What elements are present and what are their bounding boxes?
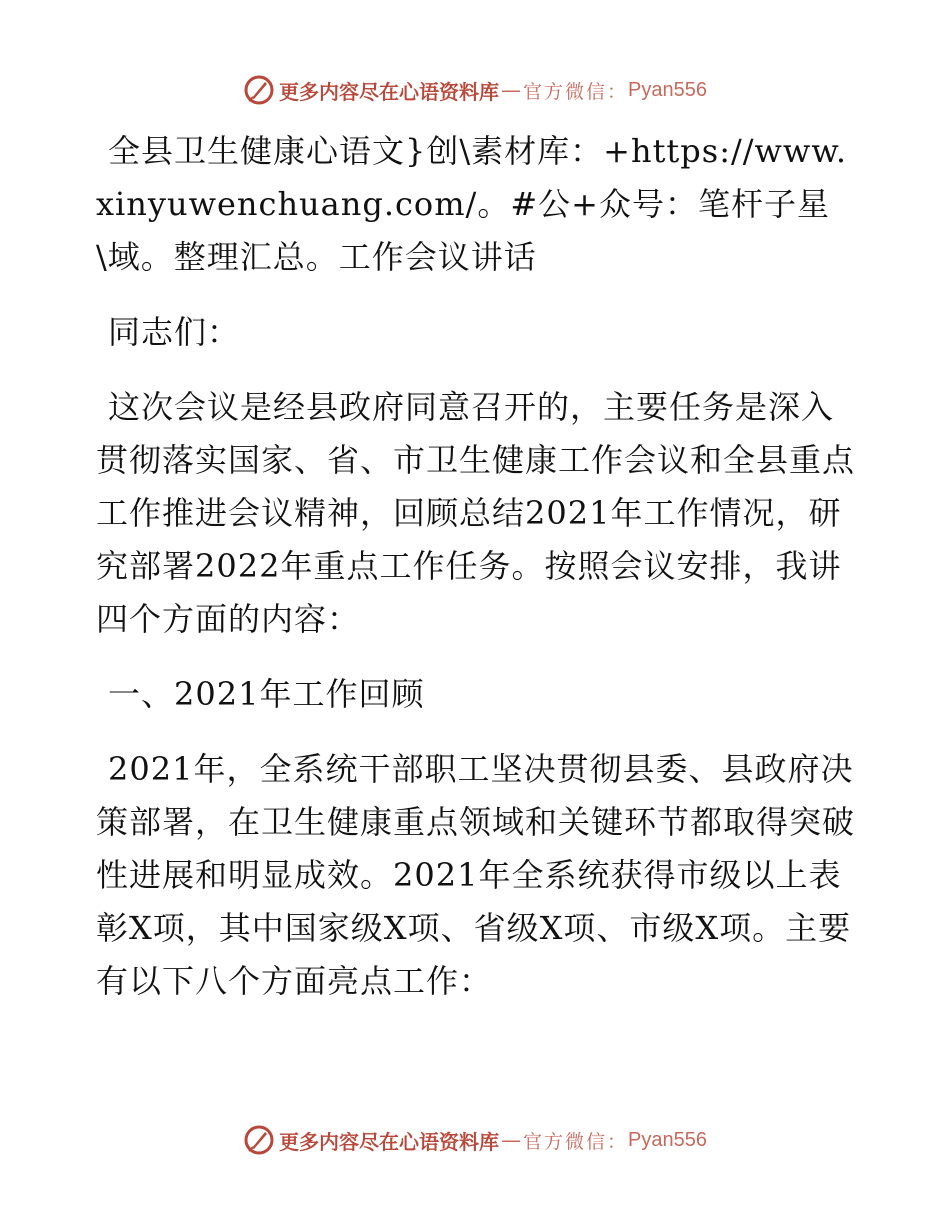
banner-official-label: 官方微信： <box>523 80 629 103</box>
banner-dash: — <box>501 78 521 102</box>
header-watermark-banner <box>0 70 950 110</box>
quill-logo-icon <box>243 74 275 106</box>
document-body <box>96 125 866 1030</box>
paragraph-2021-summary: 2021年，全系统干部职工坚决贯彻县委、县政府决策部署，在卫生健康重点领域和关键环节都取得突破性进展和明显成效。2021年全系统获得市级以上表彰X项，其中国家级X项、省级X项、市级X项。主要有以下八个方面亮点工作： <box>96 750 856 1000</box>
quill-logo-icon <box>243 1124 275 1156</box>
salutation: 同志们： <box>108 313 241 351</box>
banner-official-label: 官方微信： <box>523 1130 629 1153</box>
document-intro-line: 全县卫生健康心语文}创\素材库：+https://www.xinyuwenchuang.com/。#公+众号：笔杆子星\域。整理汇总。工作会议讲话 <box>96 132 848 276</box>
banner-dash: — <box>501 1128 521 1152</box>
banner-wechat-id: Pyan556 <box>628 1128 707 1151</box>
banner-wechat-id: Pyan556 <box>628 78 707 101</box>
paragraph-meeting-purpose: 这次会议是经县政府同意召开的，主要任务是深入贯彻落实国家、省、市卫生健康工作会议和全县重点工作推进会议精神，回顾总结2021年工作情况，研究部署2022年重点工作任务。按照会议安排，我讲四个方面的内容： <box>96 388 856 638</box>
footer-watermark-banner <box>0 1120 950 1160</box>
section-heading-review: 一、2021年工作回顾 <box>108 675 425 713</box>
banner-brand-text: 更多内容尽在心语资料库 <box>279 79 499 104</box>
banner-brand-text: 更多内容尽在心语资料库 <box>279 1129 499 1154</box>
